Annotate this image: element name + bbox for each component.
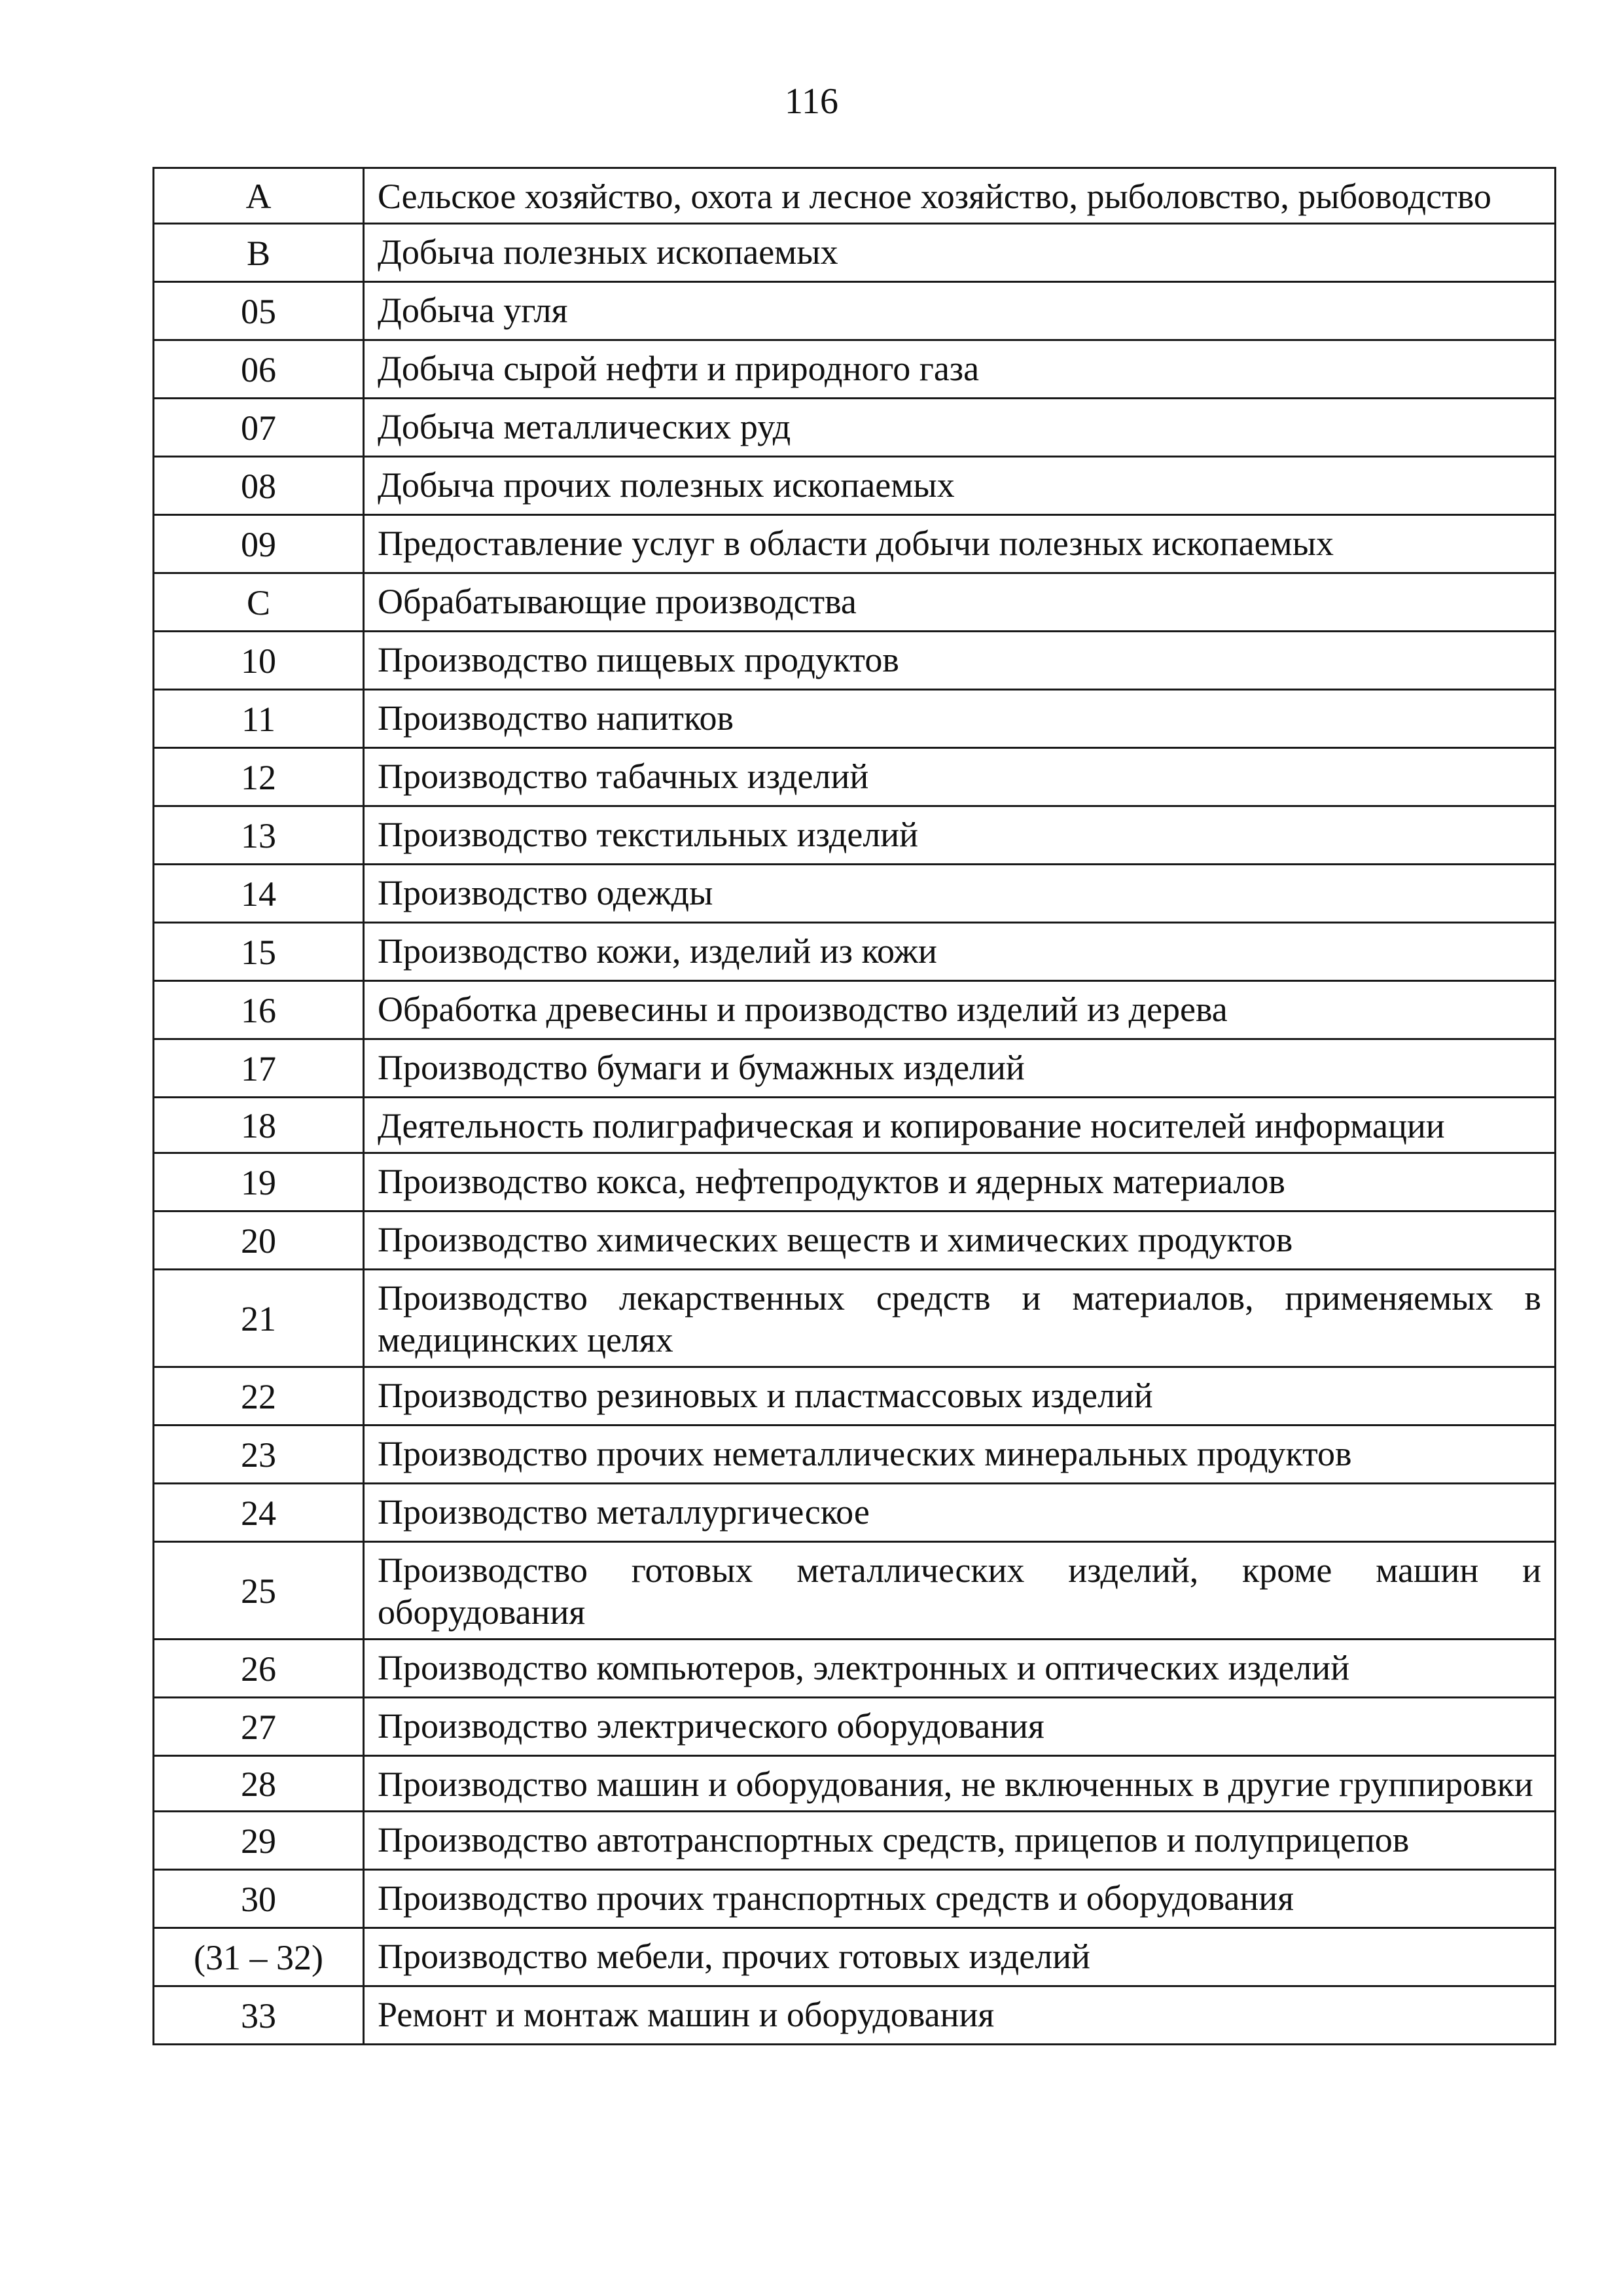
row-name: Обрабатывающие производства (364, 573, 1556, 632)
table-row (154, 340, 1556, 399)
row-name: Производство пищевых продуктов (364, 632, 1556, 690)
row-name: Производство компьютеров, электронных и оптических изделий (364, 1640, 1556, 1698)
row-code: C (154, 573, 364, 632)
row-name: Производство кожи, изделий из кожи (364, 923, 1556, 981)
table-row (154, 1484, 1556, 1542)
table-row (154, 1542, 1556, 1640)
table-row (154, 923, 1556, 981)
row-code: B (154, 224, 364, 282)
table-row (154, 457, 1556, 515)
table-row (154, 515, 1556, 573)
row-code: 12 (154, 748, 364, 806)
table-row (154, 573, 1556, 632)
table-row (154, 399, 1556, 457)
row-name: Сельское хозяйство, охота и лесное хозяйство, рыболовство, рыбоводство (364, 168, 1556, 224)
table-row (154, 1986, 1556, 2045)
row-name: Добыча сырой нефти и природного газа (364, 340, 1556, 399)
row-code: 17 (154, 1039, 364, 1098)
table-row (154, 1039, 1556, 1098)
table-row (154, 224, 1556, 282)
row-code: 16 (154, 981, 364, 1039)
table-row (154, 690, 1556, 748)
table-row (154, 168, 1556, 224)
table-row (154, 282, 1556, 340)
table-row (154, 1153, 1556, 1211)
row-code: 06 (154, 340, 364, 399)
row-code: 30 (154, 1870, 364, 1928)
row-code: 24 (154, 1484, 364, 1542)
row-code: 29 (154, 1812, 364, 1870)
row-code: (31 – 32) (154, 1928, 364, 1986)
row-code: 13 (154, 806, 364, 865)
row-code: 07 (154, 399, 364, 457)
row-name: Производство бумаги и бумажных изделий (364, 1039, 1556, 1098)
row-code: 22 (154, 1367, 364, 1426)
row-name: Производство резиновых и пластмассовых изделий (364, 1367, 1556, 1426)
row-name: Производство электрического оборудования (364, 1698, 1556, 1756)
row-code: 11 (154, 690, 364, 748)
table-body (154, 168, 1556, 2045)
row-code: 21 (154, 1270, 364, 1367)
row-code: 25 (154, 1542, 364, 1640)
row-code: 18 (154, 1098, 364, 1153)
row-code: 14 (154, 865, 364, 923)
row-name: Производство машин и оборудования, не включенных в другие группировки (364, 1756, 1556, 1812)
row-code: 05 (154, 282, 364, 340)
table-row (154, 865, 1556, 923)
row-code: 19 (154, 1153, 364, 1211)
table-row (154, 806, 1556, 865)
table-row (154, 632, 1556, 690)
row-name: Производство мебели, прочих готовых изделий (364, 1928, 1556, 1986)
row-name: Производство кокса, нефтепродуктов и ядерных материалов (364, 1153, 1556, 1211)
row-name: Производство табачных изделий (364, 748, 1556, 806)
row-name: Добыча прочих полезных ископаемых (364, 457, 1556, 515)
table-row (154, 1870, 1556, 1928)
row-name: Производство одежды (364, 865, 1556, 923)
row-name: Добыча металлических руд (364, 399, 1556, 457)
row-code: 27 (154, 1698, 364, 1756)
table-row (154, 1812, 1556, 1870)
row-name: Производство напитков (364, 690, 1556, 748)
row-name: Производство прочих транспортных средств и оборудования (364, 1870, 1556, 1928)
table-row (154, 1367, 1556, 1426)
row-name: Производство химических веществ и химических продуктов (364, 1211, 1556, 1270)
table-row (154, 748, 1556, 806)
table-row (154, 1211, 1556, 1270)
row-code: A (154, 168, 364, 224)
row-name: Производство металлургическое (364, 1484, 1556, 1542)
row-name: Производство текстильных изделий (364, 806, 1556, 865)
row-name: Производство готовых металлических изделий, кроме машин и оборудования (364, 1542, 1556, 1640)
table-row (154, 981, 1556, 1039)
table-row (154, 1928, 1556, 1986)
row-name: Деятельность полиграфическая и копирование носителей информации (364, 1098, 1556, 1153)
row-name: Обработка древесины и производство изделий из дерева (364, 981, 1556, 1039)
row-code: 28 (154, 1756, 364, 1812)
row-name: Добыча угля (364, 282, 1556, 340)
row-name: Производство прочих неметаллических минеральных продуктов (364, 1426, 1556, 1484)
row-code: 09 (154, 515, 364, 573)
row-name: Предоставление услуг в области добычи полезных ископаемых (364, 515, 1556, 573)
row-name: Производство лекарственных средств и материалов, применяемых в медицинских целях (364, 1270, 1556, 1367)
table-row (154, 1426, 1556, 1484)
page-number: 116 (785, 81, 838, 122)
row-name: Производство автотранспортных средств, прицепов и полуприцепов (364, 1812, 1556, 1870)
row-name: Ремонт и монтаж машин и оборудования (364, 1986, 1556, 2045)
row-code: 20 (154, 1211, 364, 1270)
table-row (154, 1098, 1556, 1153)
row-code: 23 (154, 1426, 364, 1484)
row-code: 08 (154, 457, 364, 515)
row-code: 26 (154, 1640, 364, 1698)
table-row (154, 1640, 1556, 1698)
table-row (154, 1756, 1556, 1812)
table-row (154, 1270, 1556, 1367)
table-row (154, 1698, 1556, 1756)
activity-codes-table (152, 167, 1556, 2045)
row-code: 15 (154, 923, 364, 981)
row-code: 10 (154, 632, 364, 690)
row-name: Добыча полезных ископаемых (364, 224, 1556, 282)
row-code: 33 (154, 1986, 364, 2045)
